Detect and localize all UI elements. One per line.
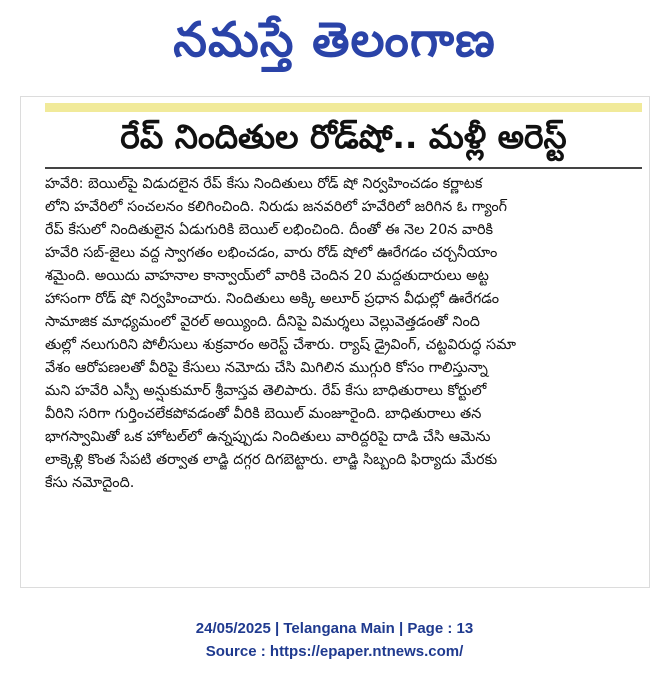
masthead (0, 0, 669, 92)
article-line: కేసు నమోదైంది. (45, 475, 135, 491)
article-clipping (20, 96, 650, 588)
article-line: హవేరి సబ్-జైలు వద్ద స్వాగతం లభించడం, వారు రోడ్ షోలో ఊరేగడం చర్చనీయాం (45, 245, 498, 261)
article-line: లాక్కెళ్లి కొంత సేపటి తర్వాత లాడ్జి దగ్గర దిగబెట్టారు. లాడ్జి సిబ్బంది ఫిర్యాదు మేరకు (45, 452, 498, 468)
article-line: రేప్ కేసులో నిందితులైన ఏడుగురికి బెయిల్ లభించింది. దీంతో ఈ నెల 20న వారికి (45, 222, 494, 238)
article-line: తుల్లో నలుగురిని పోలీసులు శుక్రవారం అరెస్ట్ చేశారు. ర్యాష్ డ్రైవింగ్, చట్టవిరుద్ధ సమా (45, 337, 516, 353)
article-line: వేశం ఆరోపణలతో వీరిపై కేసులు నమోదు చేసి మిగిలిన ముగ్గురి కోసం గాలిస్తున్నా (45, 360, 488, 376)
source-link[interactable]: Source : https://epaper.ntnews.com/ (205, 643, 464, 660)
article-line: శమైంది. అయిదు వాహనాల కాన్వాయ్‌లో వారికి చెందిన 20 మద్దతుదారులు అట్ట (45, 268, 489, 284)
publication-info: 24/05/2025 | Telangana Main | Page : 13 (195, 620, 474, 637)
article-line: వీరిని సరిగా గుర్తించలేకపోవడంతో వీరికి బెయిల్ మంజూరైంది. బాధితురాలు తన (45, 406, 482, 422)
article-line: సామాజిక మాధ్యమంలో వైరల్ అయ్యింది. దీనిపై విమర్శలు వెల్లువెత్తడంతో నింది (45, 314, 480, 330)
article-headline: రేప్ నిందితుల రోడ్‌షో.. మళ్లీ అరెస్ట్ (120, 117, 567, 156)
article-line: లోని హవేరిలో సంచలనం కలిగించింది. నిరుడు జనవరిలో హవేరిలో జరిగిన ఓ గ్యాంగ్ (45, 199, 508, 215)
accent-bar (45, 103, 642, 112)
article-line: మని హవేరి ఎస్పీ అన్షుకుమార్ శ్రీవాస్తవ తెలిపారు. రేప్ కేసు బాధితురాలు కోర్టులో (45, 383, 487, 399)
article-line: భాగస్వామితో ఒక హోటల్‌లో ఉన్నప్పుడు నిందితులు వారిద్దరిపై దాడి చేసి ఆమెను (45, 429, 491, 445)
newspaper-logo: నమస్తే తెలంగాణ (173, 12, 496, 68)
article-line: హాసంగా రోడ్ షో నిర్వహించారు. నిందితులు అక్కి అలూర్ ప్రధాన వీధుల్లో ఊరేగడం (45, 291, 499, 307)
headline-divider (45, 167, 642, 169)
article-body (45, 173, 642, 495)
article-line: హవేరి: బెయిల్‌పై విడుదలైన రేప్ కేసు నిందితులు రోడ్ షో నిర్వహించడం కర్ణాటక (45, 176, 483, 192)
